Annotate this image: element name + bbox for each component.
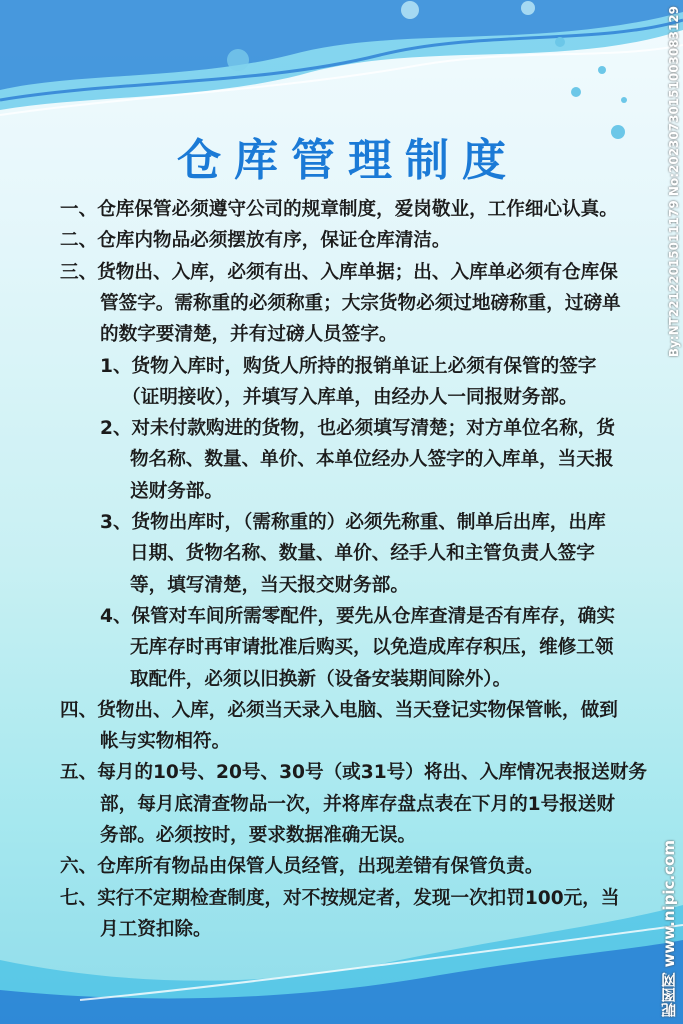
rule-item-continuation: （证明接收），并填写入库单，由经办人一同报财务部。	[122, 386, 578, 408]
rule-item-continuation: 月工资扣除。	[100, 918, 212, 940]
rule-item-first-line: 二、仓库内物品必须摆放有序，保证仓库清洁。	[60, 230, 451, 252]
rule-item-continuation: 部，每月底清查物品一次，并将库存盘点表在下月的1号报送财	[100, 793, 615, 815]
rule-item-continuation: 帐与实物相符。	[100, 731, 231, 753]
rule-item-first-line: 一、仓库保管必须遵守公司的规章制度，爱岗敬业，工作细心认真。	[60, 199, 618, 220]
rule-item-continuation: 的数字要清楚，并有过磅人员签字。	[100, 324, 398, 346]
watermark-site: 昵图网 www.nipic.com	[660, 840, 678, 1018]
rule-item-first-line: 2、对未付款购进的货物，也必须填写清楚；对方单位名称，货	[100, 418, 615, 440]
rule-item-first-line: 六、仓库所有物品由保管人员经管，出现差错有保管负责。	[60, 856, 544, 878]
rule-item-continuation: 取配件，必须以旧换新（设备安装期间除外）。	[130, 668, 512, 690]
watermark-id: By:NT22122015011179 No:20230730151003083129	[667, 6, 681, 358]
rule-item-first-line: 4、保管对车间所需零配件，要先从仓库查清是否有库存，确实	[100, 605, 615, 627]
rule-item-continuation: 等，填写清楚，当天报交财务部。	[130, 574, 409, 596]
rule-item-first-line: 1、货物入库时，购货人所持的报销单证上必须有保管的签字	[100, 355, 597, 377]
rule-item-continuation: 物名称、数量、单价、本单位经办人签字的入库单，当天报	[130, 449, 614, 471]
rule-item-first-line: 四、货物出、入库，必须当天录入电脑、当天登记实物保管帐，做到	[60, 699, 618, 721]
rule-item-first-line: 三、货物出、入库，必须有出、入库单据；出、入库单必须有仓库保	[60, 261, 618, 283]
rule-item-first-line: 3、货物出库时，（需称重的）必须先称重、制单后出库，出库	[100, 512, 606, 533]
rule-item-continuation: 日期、货物名称、数量、单价、经手人和主管负责人签字	[130, 543, 595, 565]
rule-item-continuation: 务部。必须按时，要求数据准确无误。	[100, 825, 417, 846]
page-title: 仓库管理制度	[177, 135, 519, 186]
rule-item-first-line: 五、每月的10号、20号、30号（或31号）将出、入库情况表报送财务	[60, 762, 647, 784]
rule-item-continuation: 无库存时再审请批准后购买，以免造成库存积压，维修工领	[130, 637, 614, 659]
rule-item-continuation: 管签字。需称重的必须称重；大宗货物必须过地磅称重，过磅单	[100, 292, 621, 314]
rule-item-continuation: 送财务部。	[130, 480, 223, 502]
rule-item-first-line: 七、实行不定期检查制度，对不按规定者，发现一次扣罚100元，当	[60, 887, 620, 909]
